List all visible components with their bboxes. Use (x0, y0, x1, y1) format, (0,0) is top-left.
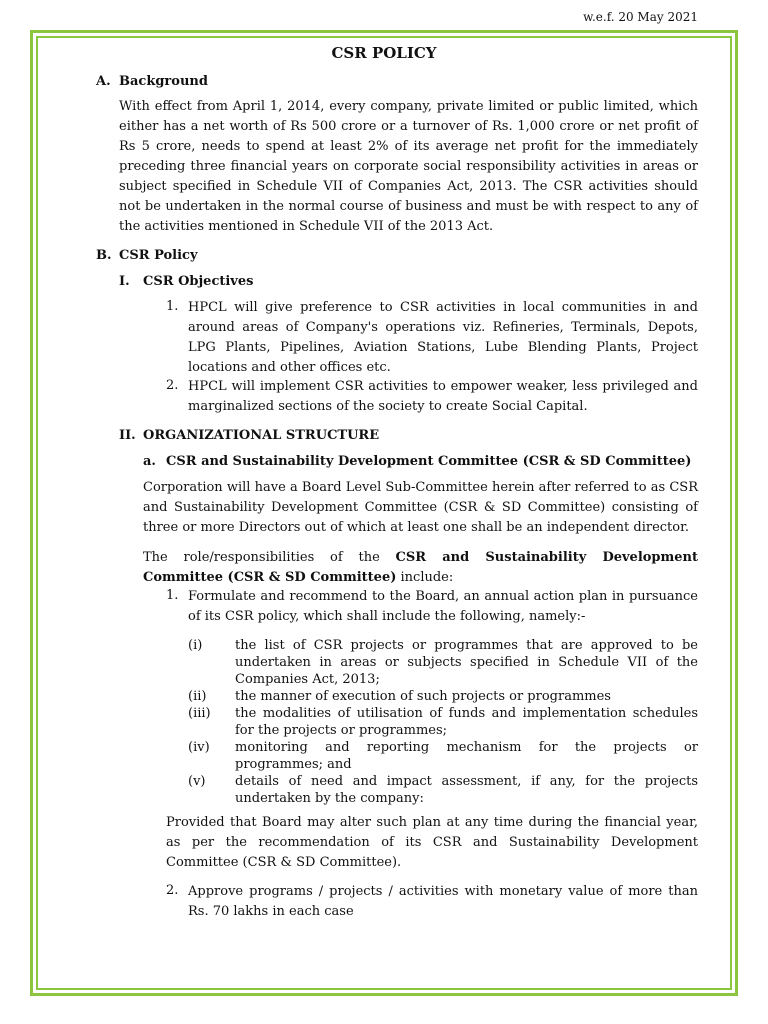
section-a-text: With effect from April 1, 2014, every company, private limited or public limited, which either has a net worth of Rs 500 crore or a turnover of Rs. 1,000 crore or net profit of Rs 5 crore, needs to spend at least 2% of its average net profit for the immediately preceding three financial years on corporate social responsibility activities in areas or subject specified in Schedule VII of Companies Act, 2013. The CSR activities should not be undertaken in the normal course of business and must be with respect to any of the activities mentioned in Schedule VII of the 2013 Act. (119, 99, 698, 234)
sub-item-number: (v) (188, 774, 206, 789)
committee-role-statement (143, 548, 698, 588)
sub-item-number: (iv) (188, 740, 210, 755)
role-prefix: The role/responsibilities of the (143, 550, 396, 565)
duty-text: Approve programs / projects / activities with monetary value of more than Rs. 70 lakhs in each case (188, 884, 698, 919)
sub-item-number: (iii) (188, 706, 211, 721)
objective-text: HPCL will implement CSR activities to empower weaker, less privileged and marginalized sections of the society to create Social Capital. (188, 379, 698, 414)
duty-number: 2. (166, 883, 179, 898)
role-suffix: include: (396, 570, 454, 585)
sub-item-number: (i) (188, 638, 203, 653)
sub-item-text: monitoring and reporting mechanism for the projects or programmes; and (235, 740, 698, 772)
committee-intro: Corporation will have a Board Level Sub-Committee herein after referred to as CSR and Sustainability Development Committee (CSR & SD Committee) consisting of three or more Directors out of which at least one shall be an independent director. (143, 480, 698, 535)
section-b-marker: B. (96, 248, 112, 263)
sub-item-text: the modalities of utilisation of funds and implementation schedules for the projects or programmes; (235, 706, 698, 738)
committee-marker: a. (143, 454, 156, 469)
org-structure-heading: ORGANIZATIONAL STRUCTURE (143, 428, 380, 443)
proviso-text: Provided that Board may alter such plan at any time during the financial year, as per the recommendation of its CSR and Sustainability Development Committee (CSR & SD Committee). (166, 815, 698, 870)
objectives-marker: I. (119, 274, 130, 289)
section-a-heading: Background (119, 74, 208, 89)
sub-item-text: details of need and impact assessment, if any, for the projects undertaken by the company: (235, 774, 698, 806)
duty-text: Formulate and recommend to the Board, an annual action plan in pursuance of its CSR policy, which shall include the following, namely:- (188, 589, 698, 624)
objective-number: 2. (166, 378, 179, 393)
objectives-heading: CSR Objectives (143, 274, 254, 289)
page-title: CSR POLICY (331, 44, 437, 62)
objective-number: 1. (166, 299, 179, 314)
sub-item-text: the list of CSR projects or programmes that are approved to be undertaken in areas or subjects specified in Schedule VII of the Companies Act, 2013; (235, 638, 698, 687)
sub-item-text: the manner of execution of such projects or programmes (235, 689, 611, 704)
committee-heading: CSR and Sustainability Development Committee (CSR & SD Committee) (166, 454, 692, 469)
section-b-heading: CSR Policy (119, 248, 198, 263)
section-a-marker: A. (96, 74, 111, 89)
effective-date: w.e.f. 20 May 2021 (583, 10, 698, 24)
role-committee-name: CSR and Sustainability Development Committee (CSR & SD Committee) (143, 550, 698, 585)
objective-text: HPCL will give preference to CSR activities in local communities in and around areas of Company's operations viz. Refineries, Terminals, Depots, LPG Plants, Pipelines, Aviation Stations, Lube Blending Plants, Project locations and other offices etc. (188, 300, 698, 375)
sub-item-number: (ii) (188, 689, 207, 704)
org-structure-marker: II. (119, 428, 136, 443)
duty-number: 1. (166, 588, 179, 603)
